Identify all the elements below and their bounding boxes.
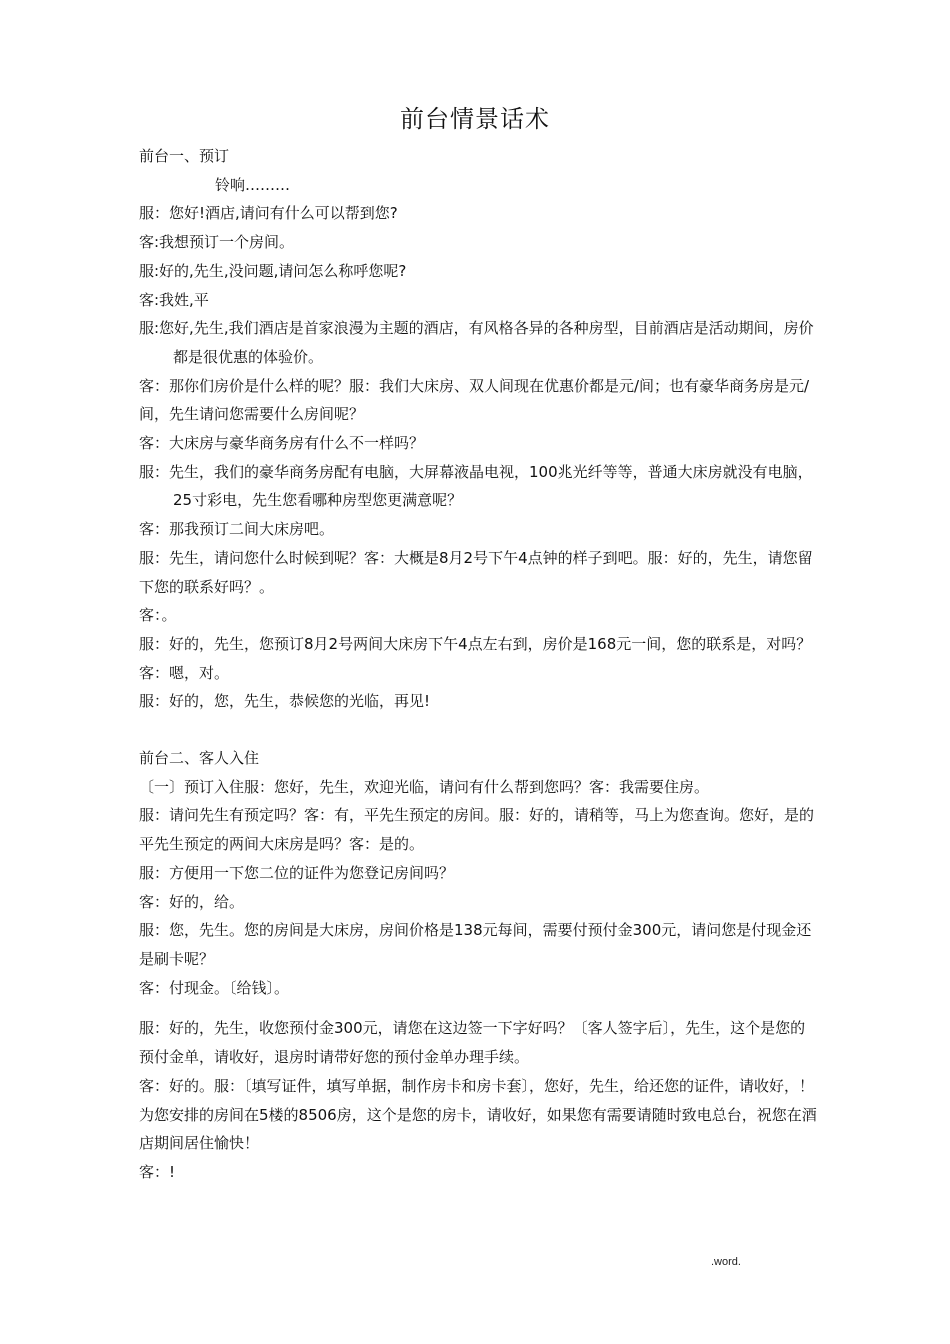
page-title: 前台情景话术 [400,105,550,133]
dialogue-line: 客：那我预订二间大床房吧。 [139,520,335,539]
dialogue-line: 客：大床房与豪华商务房有什么不一样吗？ [139,434,425,453]
dialogue-line: 客：那你们房价是什么样的呢？服：我们大床房、双人间现在优惠价都是元/间；也有豪华商务房是元/间，先生请问您需要什么房间呢？ [139,376,810,424]
document-body [139,142,819,1187]
dialogue-line: 服：您，先生。您的房间是大床房，房间价格是138元每间，需要付预付金300元，请问您是付现金还是刷卡呢？ [139,921,812,968]
section-heading-checkin: 前台二、客人入住 [139,749,260,768]
phone-ring-line: 铃响……… [215,175,291,194]
dialogue-line: 服：方便用一下您二位的证件为您登记房间吗？ [139,863,455,882]
dialogue-line: 客：好的，给。 [139,892,245,911]
dialogue-line: 客:我想预订一个房间。 [139,233,295,252]
dialogue-line: 客：! [139,1162,176,1181]
dialogue-line: 客：嗯，对。 [139,663,230,682]
dialogue-line: 服：先生，请问您什么时候到呢？客：大概是8月2号下午4点钟的样子到吧。服：好的，先生，请您留下您的联系好吗？。 [139,548,813,596]
dialogue-line: 客：付现金。〔给钱〕。 [139,978,290,997]
dialogue-line: 客:我姓,平 [139,290,209,309]
dialogue-line: 服：好的，先生，您预订8月2号两间大床房下午4点左右到，房价是168元一间，您的联系是，对吗？ [139,634,812,653]
dialogue-line: 客：。 [139,606,177,625]
dialogue-line: 服：好的，您，先生，恭候您的光临，再见! [139,692,431,711]
dialogue-line: 服：好的，先生，收您预付金300元，请您在这边签一下字好吗？〔客人签字后〕，先生，这个是您的预付金单，请收好，退房时请带好您的预付金单办理手续。 [139,1019,806,1067]
dialogue-line: 服：您好!酒店,请问有什么可以帮到您? [139,204,398,223]
section-heading-reservation: 前台一、预订 [139,147,230,165]
dialogue-line: 客：好的。服：〔填写证件，填写单据，制作房卡和房卡套〕，您好，先生，给还您的证件，请收好，！为您安排的房间在5楼的8506房，这个是您的房卡，请收好，如果您有需要请随时致电总台，祝您在酒店期间居住愉快！ [139,1076,817,1153]
dialogue-line: 〔一〕预订入住服：您好，先生，欢迎光临，请问有什么帮到您吗？客：我需要住房。 [139,777,710,796]
dialogue-line: 服：请问先生有预定吗？客：有，平先生预定的房间。服：好的，请稍等，马上为您查询。您好，是的平先生预定的两间大床房是吗？客：是的。 [139,806,815,854]
dialogue-line: 服:好的,先生,没问题,请问怎么称呼您呢? [139,261,407,280]
page-footer: .word. [711,1256,741,1268]
dialogue-line: 服：先生，我们的豪华商务房配有电脑，大屏幕液晶电视，100兆光纤等等，普通大床房就没有电脑，25寸彩电，先生您看哪种房型您更满意呢？ [139,462,813,510]
dialogue-line: 服:您好,先生,我们酒店是首家浪漫为主题的酒店，有风格各异的各种房型，目前酒店是活动期间，房价都是很优惠的体验价。 [139,319,814,366]
